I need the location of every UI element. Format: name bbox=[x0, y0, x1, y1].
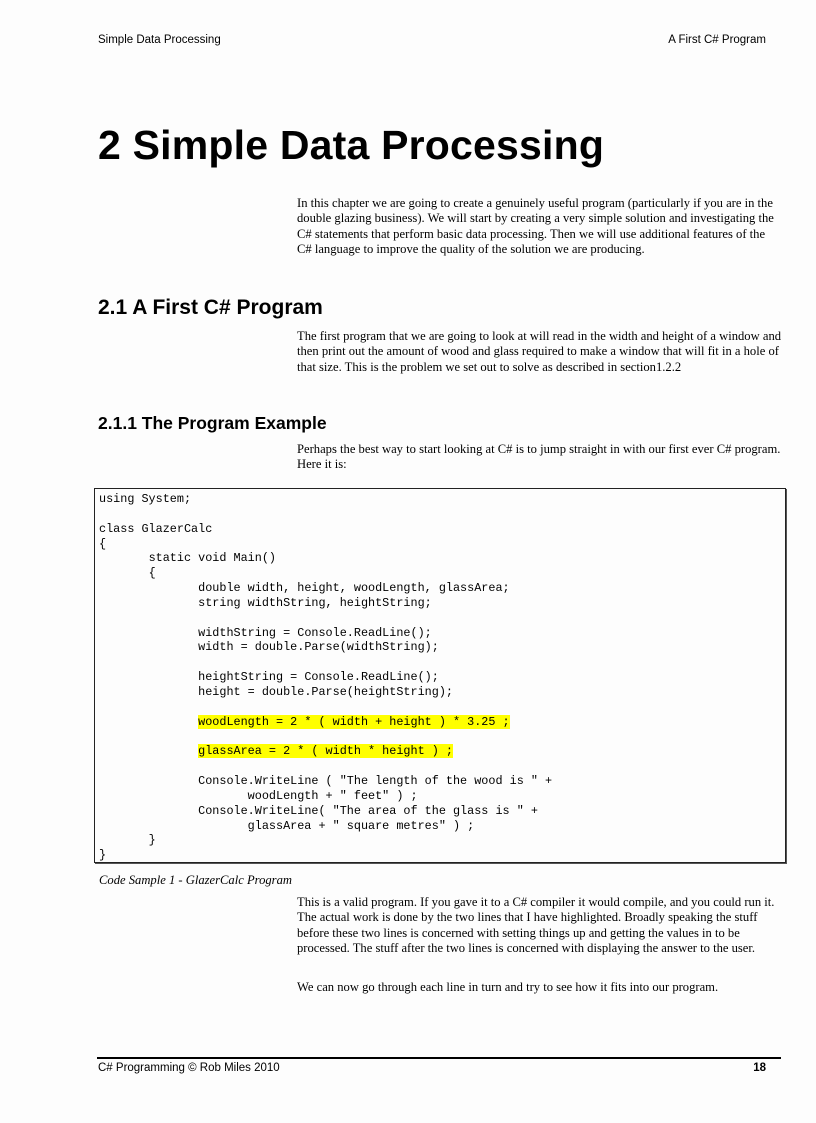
code-text: Console.WriteLine ( "The length of the wood is " + bbox=[198, 774, 553, 789]
code-line bbox=[99, 715, 785, 730]
code-line bbox=[99, 700, 785, 715]
code-line bbox=[99, 670, 785, 685]
code-line bbox=[99, 789, 785, 804]
highlighted-code: glassArea = 2 * ( width * height ) ; bbox=[198, 744, 453, 759]
code-line bbox=[99, 804, 785, 819]
footer-divider bbox=[97, 1057, 781, 1059]
code-line bbox=[99, 655, 785, 670]
chapter-title: 2 Simple Data Processing bbox=[98, 122, 605, 168]
code-line bbox=[99, 833, 785, 848]
code-text: width = double.Parse(widthString); bbox=[198, 640, 439, 655]
code-text: glassArea + " square metres" ) ; bbox=[247, 818, 475, 833]
code-line bbox=[99, 774, 785, 789]
code-text: double width, height, woodLength, glassArea; bbox=[198, 581, 510, 596]
code-text: height = double.Parse(heightString); bbox=[198, 684, 453, 699]
code-line bbox=[99, 819, 785, 834]
code-line bbox=[99, 507, 785, 522]
footer-copyright: C# Programming © Rob Miles 2010 bbox=[98, 1062, 280, 1074]
chapter-intro: In this chapter we are going to create a genuinely useful program (particularly if you are in the double glazing business). We will start by creating a very simple solution and investigating the C# statements that perform basic data processing. Then we will use additional features of the C# language to improve the quality of the solution we are producing. bbox=[297, 196, 774, 256]
code-text: { bbox=[148, 566, 156, 581]
transition-paragraph: We can now go through each line in turn and try to see how it fits into our program. bbox=[297, 980, 719, 994]
code-text: { bbox=[99, 536, 107, 551]
code-line bbox=[99, 848, 785, 863]
code-line bbox=[99, 685, 785, 700]
code-text: class GlazerCalc bbox=[99, 521, 213, 536]
section-paragraph: The first program that we are going to look at will read in the width and height of a window and then print out the amount of wood and glass required to make a window that will fit in a hole of that size. This is the problem we set out to solve as described in section1.2.2 bbox=[297, 329, 782, 374]
code-text: heightString = Console.ReadLine(); bbox=[198, 670, 439, 685]
code-text: string widthString, heightString; bbox=[198, 595, 432, 610]
code-line bbox=[99, 626, 785, 641]
code-line bbox=[99, 759, 785, 774]
subsection-paragraph: Perhaps the best way to start looking at C# is to jump straight in with our first ever C# program. Here it is: bbox=[297, 442, 781, 472]
code-text: woodLength + " feet" ) ; bbox=[247, 788, 418, 803]
code-line bbox=[99, 611, 785, 626]
code-line bbox=[99, 730, 785, 745]
code-line bbox=[99, 596, 785, 611]
running-header-section: A First C# Program bbox=[668, 34, 766, 46]
code-line bbox=[99, 640, 785, 655]
code-sample-box bbox=[94, 488, 786, 863]
running-header-chapter: Simple Data Processing bbox=[98, 34, 221, 46]
code-text: } bbox=[99, 848, 107, 863]
code-text: widthString = Console.ReadLine(); bbox=[198, 625, 432, 640]
code-text: static void Main() bbox=[148, 551, 276, 566]
code-line bbox=[99, 492, 785, 507]
explanation-paragraph: This is a valid program. If you gave it to a C# compiler it would compile, and you could run it. The actual work is done by the two lines that I have highlighted. Broadly speaking the stuff before these two lines is concerned with setting things up and getting the values in to be processed. The stuff after the two lines is concerned with displaying the answer to the user. bbox=[297, 895, 775, 955]
code-line bbox=[99, 551, 785, 566]
highlighted-code: woodLength = 2 * ( width + height ) * 3.25 ; bbox=[198, 714, 510, 729]
code-line bbox=[99, 537, 785, 552]
code-text: } bbox=[148, 833, 156, 848]
code-listing bbox=[95, 489, 785, 863]
code-line bbox=[99, 522, 785, 537]
code-line bbox=[99, 566, 785, 581]
code-line bbox=[99, 744, 785, 759]
page-number: 18 bbox=[753, 1062, 766, 1074]
code-text: Console.WriteLine( "The area of the glass is " + bbox=[198, 803, 538, 818]
code-line bbox=[99, 581, 785, 596]
subsection-title: 2.1.1 The Program Example bbox=[98, 413, 327, 433]
code-text: using System; bbox=[99, 492, 192, 506]
section-title: 2.1 A First C# Program bbox=[98, 296, 323, 319]
code-caption: Code Sample 1 - GlazerCalc Program bbox=[99, 873, 292, 887]
